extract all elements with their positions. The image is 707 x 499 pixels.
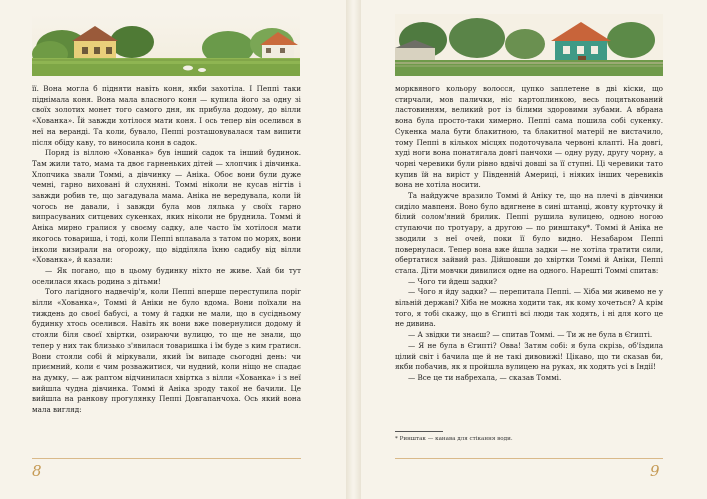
left-folio-rule bbox=[32, 458, 301, 459]
paragraph: — Чого ти йдеш задки? bbox=[408, 276, 497, 286]
paragraph: — Як погано, що в цьому будинку ніхто не живе. Хай би тут оселилася якась родина з дітьми! bbox=[32, 265, 301, 286]
paragraph: Того лагідного надвечір'я, коли Пеппі вперше переступила поріг вілли «Хованка», Томмі й Аніки не було вдома. Вони поїхали на тиждень до своєї бабусі, а тому й гадки не мали, що в сусідньому будинку хтось оселився. Навіть як вони вже повернулися додому й стояли біля своєї хвіртки, озираючи вулицю, то ще не знали, що тепер у них так близько з'явилася товаришка і їм буде з ким гратися. Вони стояли собі й міркували, який їм випаде сьогодні день: чи приємний, коли є чим розважитися, чи нудний, коли ніщо не спадає на думку, — аж раптом відчинилася хвіртка з вілли «Хованка» і з неї вийшла чудна дівчинка. Томмі й Аніка зроду такої не бачили. Це вийшла на ранкову прогулянку Пеппі Довгапанчоха. Ось який вона мала вигляд: bbox=[32, 287, 301, 415]
left-illustration-village bbox=[32, 14, 300, 76]
right-page bbox=[361, 0, 707, 499]
footnote: * Ринштак — канава для стікання води. bbox=[395, 436, 513, 442]
right-folio-rule bbox=[395, 458, 663, 459]
book-gutter bbox=[346, 0, 361, 499]
footnote-rule bbox=[395, 431, 443, 432]
paragraph: — Все це ти набрехала, — сказав Томмі. bbox=[408, 372, 562, 382]
paragraph: — Чого я йду задки? — перепитала Пеппі. — Хіба ми живемо не у вільній державі? Хіба не можна ходити так, як кому хочеться? А крім того, я тобі скажу, що в Єгипті всі люди так ходять, і ні для кого це не дивина. bbox=[395, 287, 663, 329]
left-page-number: 8 bbox=[32, 462, 42, 480]
left-body-text bbox=[32, 84, 301, 416]
paragraph: Поряд із віллою «Хованка» був інший садок та інший будинок. Там жили тато, мама та двоє гарненьких дітей — хлопчик і дівчинка. Хлопчика звали Томмі, а дівчинку — Аніка. Обоє вони були дуже чемні, гарно виховані й слухняні. Томмі ніколи не кусав нігтів і завжди робив те, що загадувала мама. Аніка не вередувала, коли їй чогось не давали, і завжди була мов лялька у своїх гарно випрасуваних ситцевих сукенках, яких ніколи не бруднила. Томмі й Аніка мирно гралися у своєму садку, але часто їм хотілося мати якогось товариша, і тоді, коли Пеппі вплавала з татом по морях, вони інколи визирали на огорожу, що відділяла їхню садибу від вілли «Хованка», й казали: bbox=[32, 148, 301, 265]
paragraph: її. Вона могла б підняти навіть коня, якби захотіла. І Пеппі таки піднімала коня. Вона мала власного коня — купила його за одну зі своїх золотих монет того самого дня, як прибула додому, до вілли «Хованка». Їй завжди хотілося мати коня. І ось тепер він оселився в неї на веранді. Та коли, бувало, Пеппі розташовувалася там випити після обіду каву, то виносила коня в садок. bbox=[32, 84, 301, 147]
right-illustration-villa bbox=[395, 14, 663, 76]
right-body-text bbox=[395, 84, 663, 384]
paragraph: Та найдужче вразило Томмі й Аніку те, що на плечі в дівчинки сиділо мавпеня. Воно було вдягнене в сині штанці, жовту курточку й білий солом'яний брилик. Пеппі рушила вулицею, одною ногою ступаючи по тротуару, а другою — по ринштаку*. Томмі й Аніка не зводили з неї очей, поки її було видно. Незабаром Пеппі повернулася. Тепер вона вже йшла задки — не хотіла тратити сили, обертатися зайвий раз. Дійшовши до хвіртки Томмі й Аніки, Пеппі стала. Діти мовчки дивилися одне на одного. Нарешті Томмі спитав: bbox=[395, 191, 663, 275]
paragraph: морквяного кольору волосся, цупко заплетене в дві кіски, що стирчали, мов палички, ніс картоплинкою, весь поцятькований ластовинням, великий рот із білими здоровими зубами. А вбрана вона була просто-таки химерно. Пеппі сама пошила собі сукенку. Сукенка мала бути блакитною, та блакитної матерії не вистачило, тому Пеппі в кількох місцях подоточувала червоні клапті. На довгі, худі ноги вона понатягала довгі панчохи — одну руду, другу чорну, а чорні черевики були рівно вдвічі довші за її ступні. Ці черевики тато купив їй на виріст у Південній Америці, і ніяких інших черевиків вона не хотіла носити. bbox=[395, 84, 663, 190]
paragraph: — Я не була в Єгипті? Овва! Затям собі: я була скрізь, об'їздила цілий світ і бачила ще й не такі дивовижі! Цікаво, що ти сказав би, якби побачив, як я пройшла вулицею на руках, як ходять усі в Індії! bbox=[395, 340, 663, 372]
left-page bbox=[0, 0, 346, 499]
paragraph: — А звідки ти знаєш? — спитав Томмі. — Ти ж не була в Єгипті. bbox=[408, 330, 653, 340]
right-page-number: 9 bbox=[650, 462, 660, 480]
